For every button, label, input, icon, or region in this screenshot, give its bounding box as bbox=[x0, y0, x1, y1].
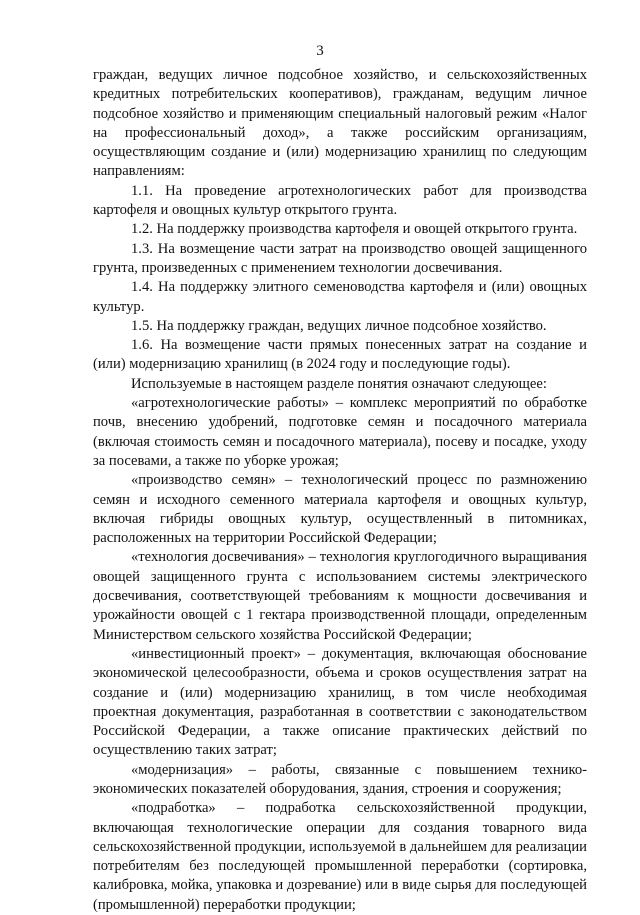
paragraph-recipients-continuation: граждан, ведущих личное подсобное хозяйство, и сельскохозяйственных кредитных потребительских кооперативов), гражданам, ведущим личное подсобное хозяйство и применяющим специальный налоговый режим «Налог на профессиональный доход», а также российским организациям, осуществляющим создание и (или) модернизацию хранилищ по следующим направлениям: bbox=[93, 67, 587, 180]
paragraph-item-1-5: 1.5. На поддержку граждан, ведущих личное подсобное хозяйство. bbox=[131, 317, 547, 334]
definition-seed-production: «производство семян» – технологический процесс по размножению семян и исходного семенного материала картофеля и овощных культур, включая гибриды овощных культур, осуществленный в питомниках, расположенных на территории Российской Федерации; bbox=[93, 472, 587, 547]
definition-modernization: «модернизация» – работы, связанные с повышением технико-экономических показателей оборудования, здания, строения и сооружения; bbox=[93, 761, 587, 797]
definition-supplementary-lighting: «технология досвечивания» – технология круглогодичного выращивания овощей защищенного грунта с использованием системы электрического досвечивания, соответствующей требованиям к мощности досвечивания и урожайности овощей с 1 гектара производственной площади, определенным Министерством сельского хозяйства Российской Федерации; bbox=[93, 549, 587, 643]
paragraph-item-1-3: 1.3. На возмещение части затрат на производство овощей защищенного грунта, произведенных с применением технологии досвечивания. bbox=[93, 240, 587, 276]
paragraph-item-1-4: 1.4. На поддержку элитного семеноводства картофеля и (или) овощных культур. bbox=[93, 279, 587, 315]
definition-agrotechnological-works: «агротехнологические работы» – комплекс мероприятий по обработке почв, внесению удобрений, подготовке семян и посадочного материала (включая стоимость семян и посадочного материала), посеву и посадке, уходу за посевами, а также по уборке урожая; bbox=[93, 395, 587, 469]
definition-investment-project: «инвестиционный проект» – документация, включающая обоснование экономической целесообразности, объема и сроков осуществления затрат на создание и (или) модернизацию хранилищ, в том числе необходимая проектная документация, разработанная в соответствии с законодательством Российской Федерации, а также описание практических действий по осуществлению таких затрат; bbox=[93, 645, 587, 759]
paragraph-item-1-6: 1.6. На возмещение части прямых понесенных затрат на создание и (или) модернизацию хранилищ (в 2024 году и последующие годы). bbox=[93, 337, 587, 373]
page-number: 3 bbox=[316, 43, 324, 59]
definition-processing: «подработка» – подработка сельскохозяйственной продукции, включающая технологические операции для создания товарного вида сельскохозяйственной продукции, используемой в дальнейшем для реализации потребителям без последующей промышленной переработки (сортировка, калибровка, мойка, упаковка и дозревание) или в виде сырья для последующей (промышленной) переработки продукции; bbox=[93, 800, 587, 913]
document-body bbox=[93, 66, 587, 915]
paragraph-item-1-2: 1.2. На поддержку производства картофеля и овощей открытого грунта. bbox=[131, 221, 578, 238]
paragraph-item-1-1: 1.1. На проведение агротехнологических работ для производства картофеля и овощных культур открытого грунта. bbox=[93, 182, 587, 219]
paragraph-definitions-intro: Используемые в настоящем разделе понятия означают следующее: bbox=[131, 375, 547, 392]
